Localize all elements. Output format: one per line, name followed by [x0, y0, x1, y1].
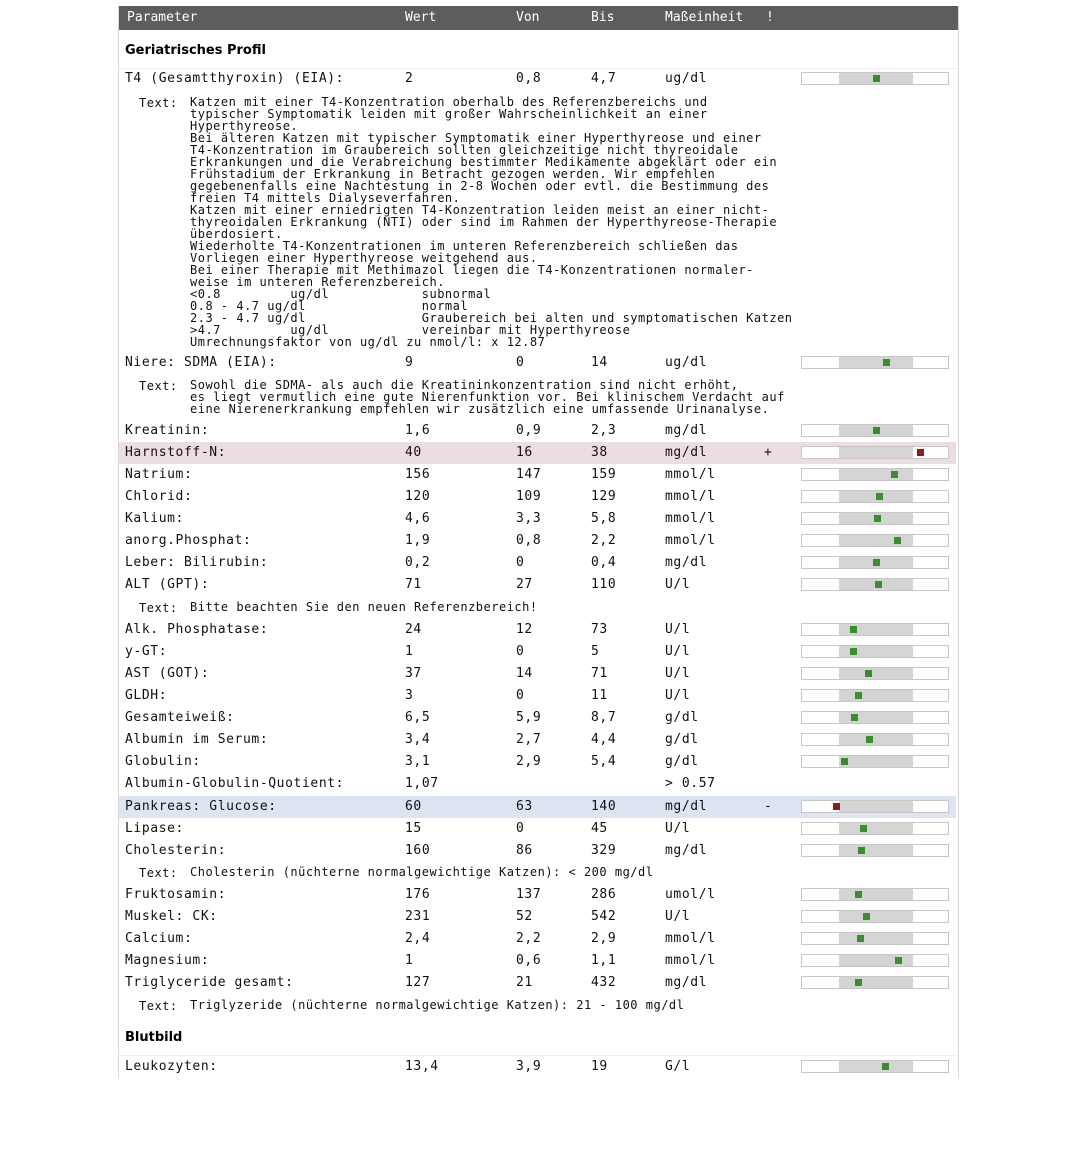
reference-max: 140: [591, 799, 617, 814]
value-marker: [850, 626, 857, 633]
note-label: Text:: [139, 866, 178, 880]
note-line: thyreoidalen Erkrankung (NTI) oder sind im Rahmen der Hyperthyreose-Therapie: [190, 215, 778, 229]
reference-min: 86: [516, 843, 533, 858]
note-line: Umrechnungsfaktor von ug/dl zu nmol/l: x 12.87: [190, 335, 546, 349]
parameter-name: Alk. Phosphatase:: [125, 622, 269, 637]
unit: ug/dl: [665, 71, 708, 86]
value-marker: [865, 670, 872, 677]
result-value: 176: [405, 887, 431, 902]
normal-range-zone: [839, 977, 913, 988]
note-line: Katzen mit einer erniedrigten T4-Konzentration leiden meist an einer nicht-: [190, 203, 770, 217]
reference-range-bar: [801, 800, 949, 813]
reference-min: 14: [516, 666, 533, 681]
reference-range-bar: [801, 888, 949, 901]
note-text: [190, 379, 785, 415]
unit: U/l: [665, 909, 691, 924]
table-row: [119, 420, 956, 442]
reference-max: 542: [591, 909, 617, 924]
reference-max: 1,1: [591, 953, 617, 968]
table-row: [119, 464, 956, 486]
result-value: 1,07: [405, 776, 439, 791]
reference-max: 5: [591, 644, 600, 659]
reference-range-bar: [801, 932, 949, 945]
value-marker: [857, 935, 864, 942]
value-marker: [850, 648, 857, 655]
result-value: 1: [405, 644, 414, 659]
reference-min: 5,9: [516, 710, 542, 725]
reference-min: 0: [516, 555, 525, 570]
note-line: Bitte beachten Sie den neuen Referenzbereich!: [190, 600, 538, 614]
result-value: 120: [405, 489, 431, 504]
table-row: [119, 352, 956, 374]
reference-min: 2,9: [516, 754, 542, 769]
parameter-name: Muskel: CK:: [125, 909, 218, 924]
reference-max: 8,7: [591, 710, 617, 725]
reference-range-bar: [801, 468, 949, 481]
unit: U/l: [665, 577, 691, 592]
normal-range-zone: [839, 734, 913, 745]
parameter-name: Pankreas: Glucose:: [125, 799, 277, 814]
reference-range-bar: [801, 954, 949, 967]
unit: U/l: [665, 688, 691, 703]
note-text: [190, 866, 653, 878]
reference-max: 129: [591, 489, 617, 504]
reference-max: 4,4: [591, 732, 617, 747]
parameter-name: T4 (Gesamtthyroxin) (EIA):: [125, 71, 345, 86]
parameter-name: Albumin im Serum:: [125, 732, 269, 747]
value-marker: [855, 692, 862, 699]
value-marker: [855, 979, 862, 986]
result-value: 156: [405, 467, 431, 482]
table-row: [119, 950, 956, 972]
parameter-name: Fruktosamin:: [125, 887, 227, 902]
reference-range-bar: [801, 356, 949, 369]
reference-min: 27: [516, 577, 533, 592]
unit: mg/dl: [665, 423, 708, 438]
parameter-name: Triglyceride gesamt:: [125, 975, 294, 990]
lab-report: [118, 6, 959, 1078]
result-value: 3: [405, 688, 414, 703]
value-marker: [855, 891, 862, 898]
note-label: Text:: [139, 601, 178, 615]
result-value: 6,5: [405, 710, 431, 725]
table-row: [119, 928, 956, 950]
normal-range-zone: [839, 535, 913, 546]
table-row: [119, 906, 956, 928]
reference-range-bar: [801, 733, 949, 746]
parameter-name: Chlorid:: [125, 489, 193, 504]
parameter-name: Leber: Bilirubin:: [125, 555, 269, 570]
normal-range-zone: [839, 955, 913, 966]
unit: mg/dl: [665, 555, 708, 570]
result-value: 2: [405, 71, 414, 86]
parameter-name: anorg.Phosphat:: [125, 533, 252, 548]
result-value: 37: [405, 666, 422, 681]
reference-range-bar: [801, 1060, 949, 1073]
unit: mmol/l: [665, 489, 716, 504]
reference-range-bar: [801, 755, 949, 768]
result-value: 1,9: [405, 533, 431, 548]
parameter-name: Magnesium:: [125, 953, 210, 968]
normal-range-zone: [839, 690, 913, 701]
parameter-name: Globulin:: [125, 754, 201, 769]
parameter-name: Natrium:: [125, 467, 193, 482]
note-line: 2.3 - 4.7 ug/dl Graubereich bei alten und symptomatischen Katzen: [190, 311, 793, 325]
unit: mmol/l: [665, 467, 716, 482]
reference-min: 12: [516, 622, 533, 637]
parameter-name: Kreatinin:: [125, 423, 210, 438]
reference-min: 2,2: [516, 931, 542, 946]
table-row: [119, 574, 956, 596]
result-value: 9: [405, 355, 414, 370]
normal-range-zone: [839, 801, 913, 812]
reference-range-bar: [801, 578, 949, 591]
value-marker: [876, 493, 883, 500]
normal-range-zone: [839, 889, 913, 900]
reference-range-bar: [801, 534, 949, 547]
table-header: [119, 6, 958, 30]
value-marker: [860, 825, 867, 832]
header-parameter[interactable]: Parameter: [127, 10, 198, 25]
table-row: [119, 1056, 956, 1078]
note-line: Cholesterin (nüchterne normalgewichtige Katzen): < 200 mg/dl: [190, 865, 654, 879]
table-row: [119, 663, 956, 685]
reference-min: 0: [516, 644, 525, 659]
reference-max: 110: [591, 577, 617, 592]
reference-max: 45: [591, 821, 608, 836]
unit: mg/dl: [665, 843, 708, 858]
table-row: [119, 729, 956, 751]
unit: mmol/l: [665, 953, 716, 968]
result-value: 24: [405, 622, 422, 637]
value-marker: [875, 581, 882, 588]
note-text: [190, 999, 684, 1011]
table-row: [119, 68, 956, 90]
parameter-name: y-GT:: [125, 644, 168, 659]
value-marker: [874, 515, 881, 522]
reference-range-bar: [801, 512, 949, 525]
note-text: [190, 96, 793, 348]
normal-range-zone: [839, 357, 913, 368]
parameter-name: Lipase:: [125, 821, 184, 836]
reference-max: 159: [591, 467, 617, 482]
reference-max: 19: [591, 1059, 608, 1074]
unit: g/dl: [665, 710, 699, 725]
reference-range-bar: [801, 976, 949, 989]
reference-range-bar: [801, 822, 949, 835]
note-line: typischer Symptomatik leiden mit großer Wahrscheinlichkeit an einer: [190, 107, 708, 121]
result-value: 2,4: [405, 931, 431, 946]
unit: mg/dl: [665, 975, 708, 990]
reference-min: 16: [516, 445, 533, 460]
reference-range-bar: [801, 72, 949, 85]
result-value: 1: [405, 953, 414, 968]
note-line: Erkrankungen und die Verabreichung bestimmter Medikamente abgeklärt oder ein: [190, 155, 778, 169]
normal-range-zone: [839, 668, 913, 679]
unit: g/dl: [665, 754, 699, 769]
reference-min: 63: [516, 799, 533, 814]
result-value: 15: [405, 821, 422, 836]
parameter-name: Calcium:: [125, 931, 193, 946]
reference-max: 11: [591, 688, 608, 703]
value-marker: [833, 803, 840, 810]
table-row: [119, 796, 956, 818]
note-line: <0.8 ug/dl subnormal: [190, 287, 492, 301]
table-row: [119, 818, 956, 840]
reference-max: 329: [591, 843, 617, 858]
note-line: Bei einer Therapie mit Methimazol liegen die T4-Konzentrationen normaler-: [190, 263, 754, 277]
reference-range-bar: [801, 910, 949, 923]
value-marker: [866, 736, 873, 743]
normal-range-zone: [839, 756, 913, 767]
parameter-name: Albumin-Globulin-Quotient:: [125, 776, 345, 791]
unit: mmol/l: [665, 511, 716, 526]
reference-min: 0,8: [516, 533, 542, 548]
reference-min: 0: [516, 821, 525, 836]
reference-min: 0: [516, 688, 525, 703]
parameter-name: GLDH:: [125, 688, 168, 703]
reference-range-bar: [801, 645, 949, 658]
header-von[interactable]: Von: [516, 10, 540, 25]
result-value: 0,2: [405, 555, 431, 570]
table-row: [119, 707, 956, 729]
reference-max: 4,7: [591, 71, 617, 86]
result-value: 127: [405, 975, 431, 990]
value-marker: [873, 559, 880, 566]
unit: ug/dl: [665, 355, 708, 370]
table-row: [119, 685, 956, 707]
unit: mg/dl: [665, 799, 708, 814]
table-row: [119, 530, 956, 552]
normal-range-zone: [839, 469, 913, 480]
value-marker: [894, 537, 901, 544]
note-line: überdosiert.: [190, 227, 283, 241]
normal-range-zone: [839, 911, 913, 922]
result-value: 60: [405, 799, 422, 814]
unit: umol/l: [665, 887, 716, 902]
header-einheit[interactable]: Maßeinheit: [665, 10, 744, 25]
result-value: 3,4: [405, 732, 431, 747]
reference-range-bar: [801, 711, 949, 724]
reference-range-bar: [801, 424, 949, 437]
parameter-name: Niere: SDMA (EIA):: [125, 355, 277, 370]
reference-max: 2,2: [591, 533, 617, 548]
result-value: 160: [405, 843, 431, 858]
reference-min: 0: [516, 355, 525, 370]
note-line: freien T4 mittels Dialyseverfahren.: [190, 191, 461, 205]
header-wert[interactable]: Wert: [405, 10, 437, 25]
note-line: Bei älteren Katzen mit typischer Symptomatik einer Hyperthyreose und einer: [190, 131, 762, 145]
reference-min: 3,3: [516, 511, 542, 526]
parameter-name: Gesamteiweiß:: [125, 710, 235, 725]
value-marker: [883, 359, 890, 366]
value-marker: [851, 714, 858, 721]
table-row: [119, 884, 956, 906]
result-value: 40: [405, 445, 422, 460]
normal-range-zone: [839, 845, 913, 856]
header-flag[interactable]: !: [766, 10, 774, 25]
note-line: Wiederholte T4-Konzentrationen im unteren Referenzbereich schließen das: [190, 239, 739, 253]
note-label: Text:: [139, 379, 178, 393]
parameter-name: Kalium:: [125, 511, 184, 526]
note-line: Triglyzeride (nüchterne normalgewichtige Katzen): 21 - 100 mg/dl: [190, 998, 685, 1012]
section-title: Geriatrisches Profil: [125, 43, 266, 58]
value-marker: [917, 449, 924, 456]
table-row: [119, 552, 956, 574]
reference-range-bar: [801, 689, 949, 702]
result-value: 3,1: [405, 754, 431, 769]
normal-range-zone: [839, 933, 913, 944]
reference-min: 0,8: [516, 71, 542, 86]
note-line: Frühstadium der Erkrankung in Betracht gezogen werden. Wir empfehlen: [190, 167, 716, 181]
note-line: Sowohl die SDMA- als auch die Kreatininkonzentration sind nicht erhöht,: [190, 378, 739, 392]
table-row: [119, 972, 956, 994]
reference-max: 73: [591, 622, 608, 637]
table-row: [119, 508, 956, 530]
flag-indicator: -: [764, 799, 773, 814]
reference-max: 14: [591, 355, 608, 370]
reference-range-bar: [801, 844, 949, 857]
reference-range-bar: [801, 556, 949, 569]
result-value: 13,4: [405, 1059, 439, 1074]
reference-min: 21: [516, 975, 533, 990]
note-line: es liegt vermutlich eine gute Nierenfunktion vor. Bei klinischem Verdacht auf: [190, 390, 785, 404]
reference-max: 2,3: [591, 423, 617, 438]
unit: > 0.57: [665, 776, 716, 791]
reference-max: 0,4: [591, 555, 617, 570]
value-marker: [841, 758, 848, 765]
reference-min: 137: [516, 887, 542, 902]
note-line: weise im unteren Referenzbereich.: [190, 275, 445, 289]
value-marker: [873, 427, 880, 434]
unit: U/l: [665, 622, 691, 637]
result-value: 71: [405, 577, 422, 592]
reference-range-bar: [801, 623, 949, 636]
reference-max: 286: [591, 887, 617, 902]
table-row: [119, 442, 956, 464]
value-marker: [891, 471, 898, 478]
reference-max: 71: [591, 666, 608, 681]
parameter-name: AST (GOT):: [125, 666, 210, 681]
table-row: [119, 619, 956, 641]
note-label: Text:: [139, 999, 178, 1013]
table-row: [119, 641, 956, 663]
flag-indicator: +: [764, 445, 773, 460]
note-line: Katzen mit einer T4-Konzentration oberhalb des Referenzbereichs und: [190, 95, 708, 109]
value-marker: [873, 75, 880, 82]
unit: mmol/l: [665, 533, 716, 548]
note-line: Hyperthyreose.: [190, 119, 299, 133]
reference-min: 0,6: [516, 953, 542, 968]
reference-range-bar: [801, 667, 949, 680]
table-row: [119, 486, 956, 508]
unit: U/l: [665, 644, 691, 659]
value-marker: [895, 957, 902, 964]
note-text: [190, 601, 538, 613]
value-marker: [858, 847, 865, 854]
result-value: 1,6: [405, 423, 431, 438]
table-row: [119, 773, 956, 795]
header-bis[interactable]: Bis: [591, 10, 615, 25]
unit: mg/dl: [665, 445, 708, 460]
unit: mmol/l: [665, 931, 716, 946]
normal-range-zone: [839, 447, 913, 458]
reference-max: 2,9: [591, 931, 617, 946]
result-value: 231: [405, 909, 431, 924]
unit: G/l: [665, 1059, 691, 1074]
reference-min: 0,9: [516, 423, 542, 438]
note-line: T4-Konzentration im Graubereich sollten gleichzeitige nicht thyreoidale: [190, 143, 739, 157]
note-line: gegebenenfalls eine Nachtestung in 2-8 Wochen oder evtl. die Bestimmung des: [190, 179, 770, 193]
reference-min: 3,9: [516, 1059, 542, 1074]
normal-range-zone: [839, 823, 913, 834]
reference-max: 432: [591, 975, 617, 990]
note-line: 0.8 - 4.7 ug/dl normal: [190, 299, 469, 313]
value-marker: [863, 913, 870, 920]
parameter-name: Cholesterin:: [125, 843, 227, 858]
unit: g/dl: [665, 732, 699, 747]
result-value: 4,6: [405, 511, 431, 526]
value-marker: [882, 1063, 889, 1070]
reference-range-bar: [801, 490, 949, 503]
table-row: [119, 840, 956, 862]
parameter-name: Harnstoff-N:: [125, 445, 227, 460]
parameter-name: ALT (GPT):: [125, 577, 210, 592]
reference-min: 109: [516, 489, 542, 504]
reference-max: 5,4: [591, 754, 617, 769]
note-line: eine Nierenerkrankung empfehlen wir zusätzlich eine umfassende Urinanalyse.: [190, 402, 770, 416]
reference-max: 38: [591, 445, 608, 460]
note-label: Text:: [139, 96, 178, 110]
table-row: [119, 751, 956, 773]
reference-max: 5,8: [591, 511, 617, 526]
reference-range-bar: [801, 446, 949, 459]
unit: U/l: [665, 821, 691, 836]
note-line: >4.7 ug/dl vereinbar mit Hyperthyreose: [190, 323, 631, 337]
reference-min: 52: [516, 909, 533, 924]
reference-min: 147: [516, 467, 542, 482]
reference-min: 2,7: [516, 732, 542, 747]
normal-range-zone: [839, 1061, 913, 1072]
parameter-name: Leukozyten:: [125, 1059, 218, 1074]
section-title: Blutbild: [125, 1030, 183, 1045]
note-line: Vorliegen einer Hyperthyreose weitgehend aus.: [190, 251, 538, 265]
unit: U/l: [665, 666, 691, 681]
